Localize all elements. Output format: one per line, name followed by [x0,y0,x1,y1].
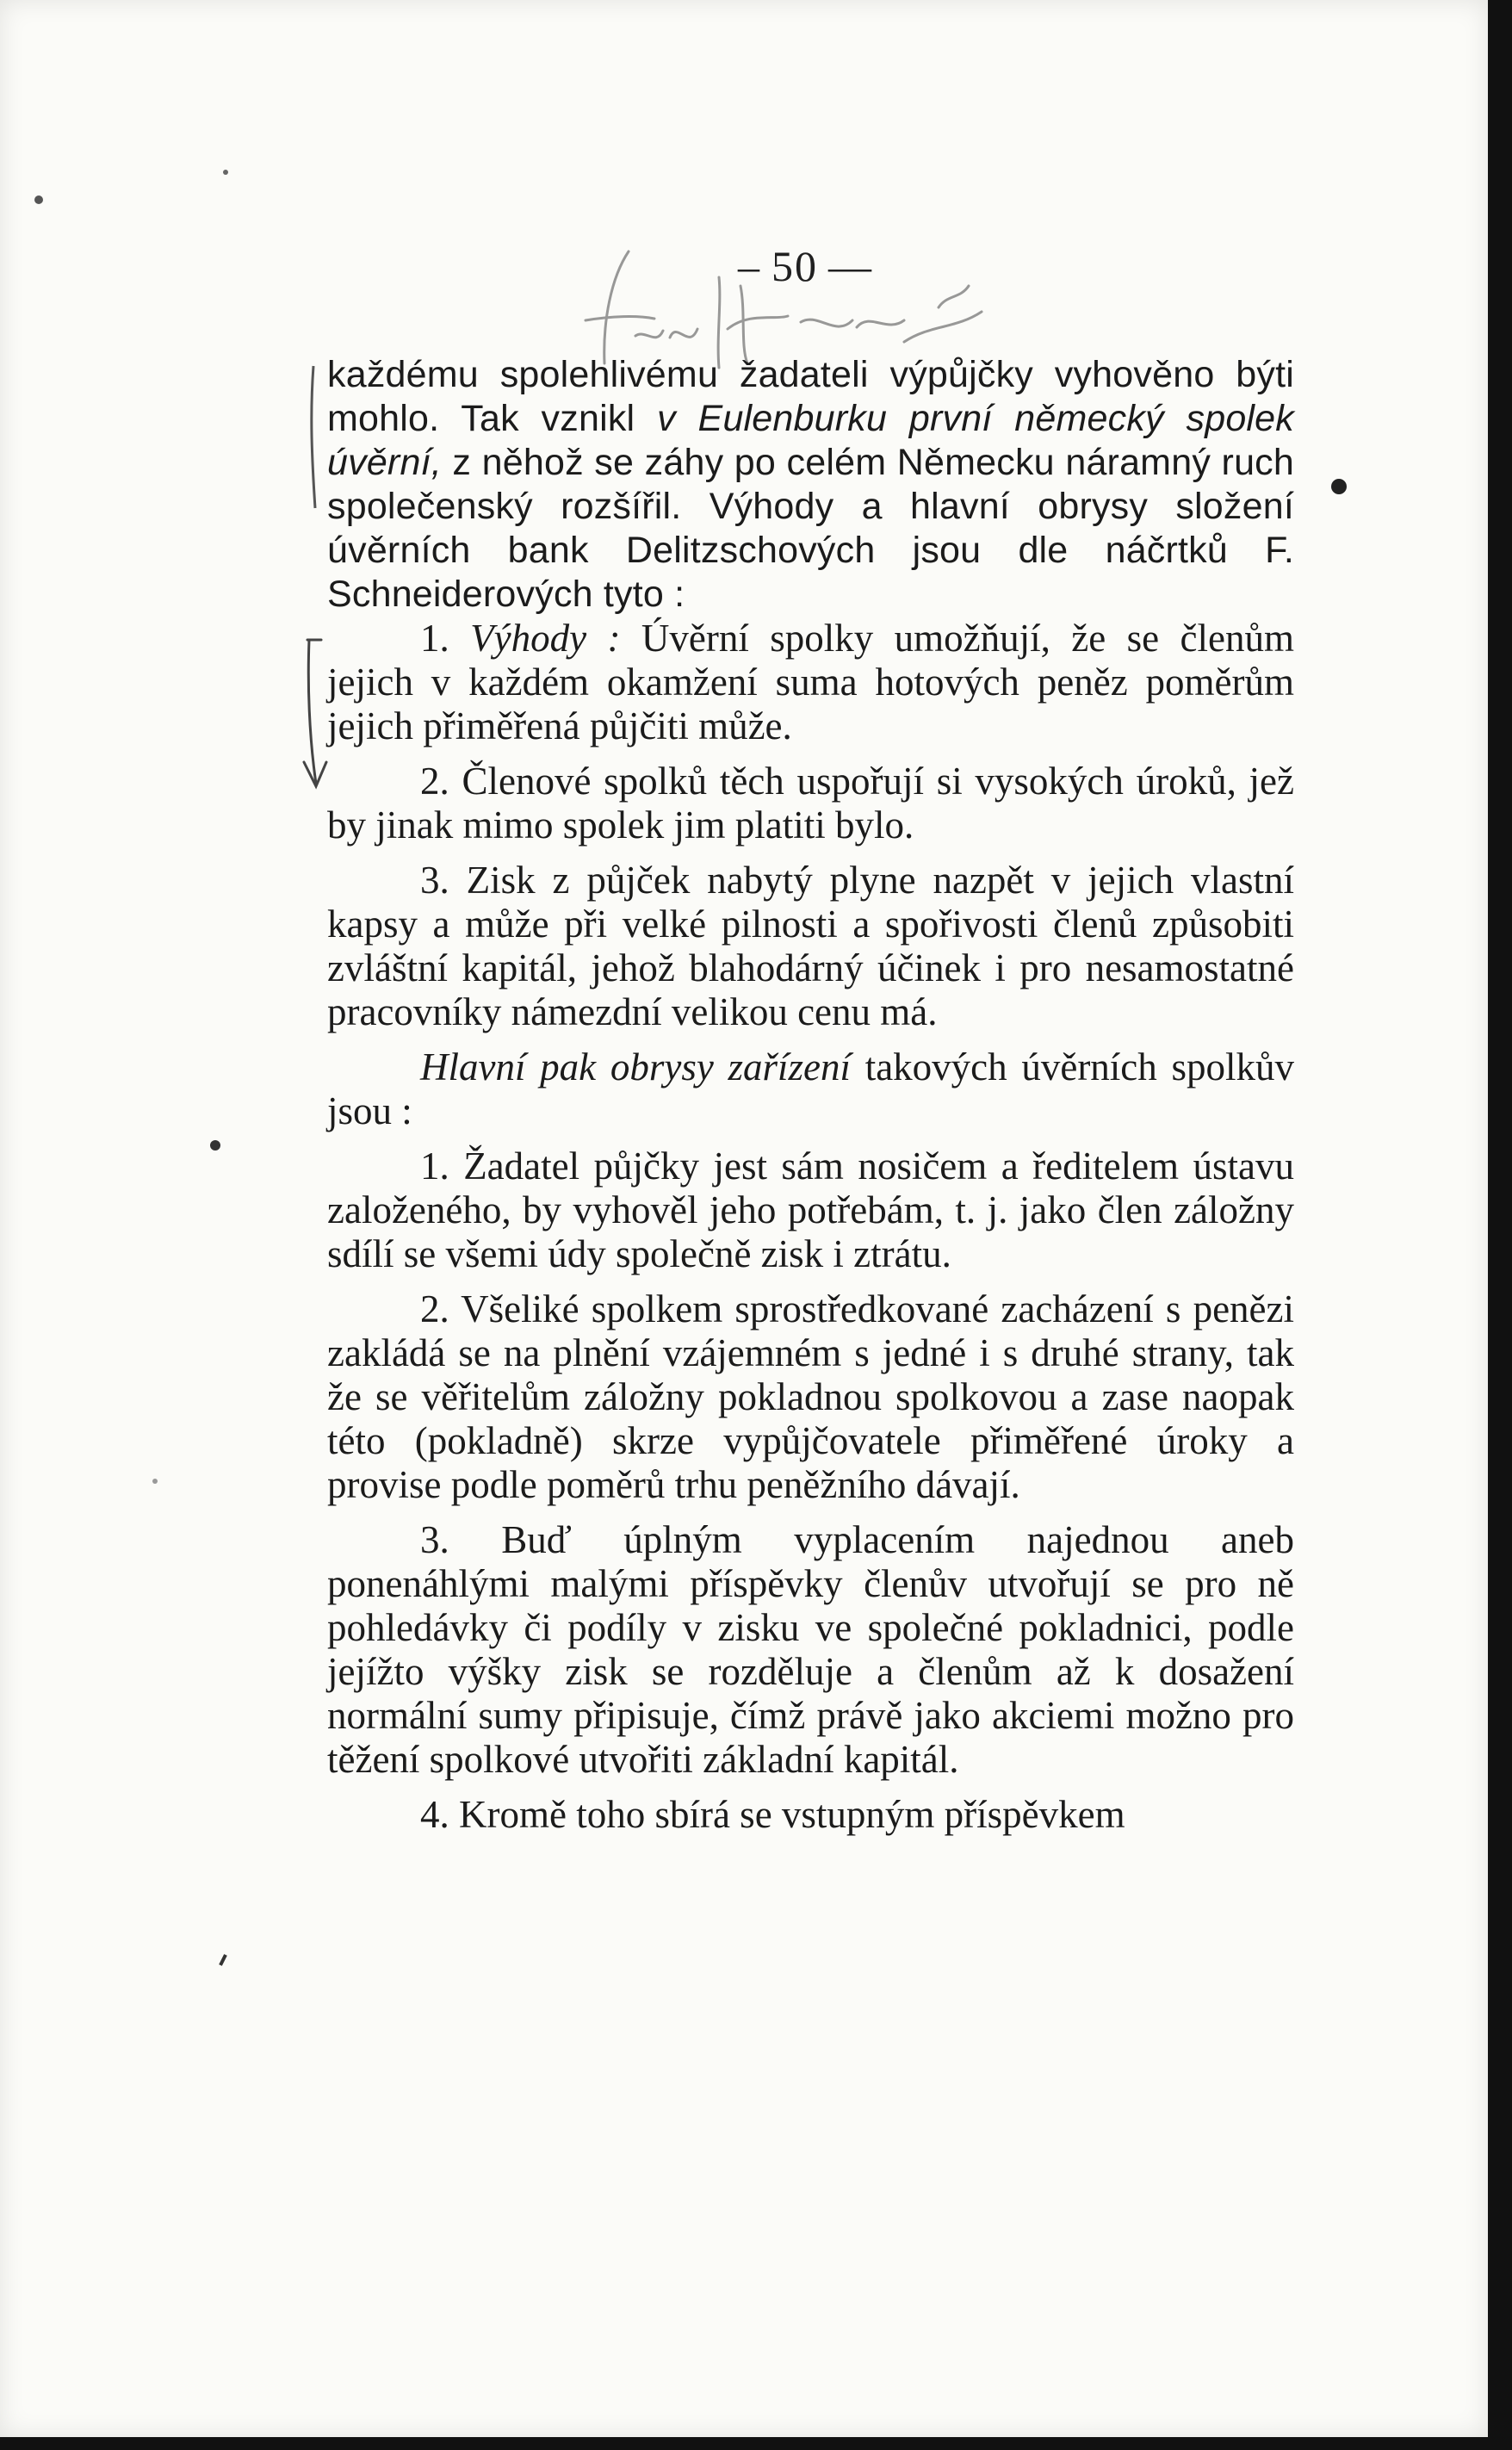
text-segment: z něhož se záhy po celém Německu náramný ruch společenský rozšířil. Výhody a hlavní obrysy složení úvěrních bank Delitzschových jsou dle náčrtků F. Schneiderových tyto : [327,442,1294,615]
text-segment: takových úvěrních spolkův jsou : [327,1045,1294,1132]
paragraph-outline-4 [327,1793,1294,1837]
text-segment-italic: Výhody : [470,617,621,660]
paragraph-outline-1 [327,1144,1294,1276]
paragraph-outline-2 [327,1287,1294,1507]
paragraph-outline-heading [327,1045,1294,1133]
text-segment-italic: v Eulenburku první německý spolek úvěrní, [327,398,1294,483]
scan-border-bottom [0,2437,1512,2450]
text-segment: 4. Kromě toho sbírá se vstupným příspěvkem [420,1793,1125,1836]
text-segment: 1. Žadatel půjčky jest sám nosičem a ředitelem ústavu založeného, by vyhověl jeho potřebám, t. j. jako člen záložny sdílí se všemi údy společně zisk i ztrátu. [327,1144,1294,1275]
paragraph-continued [327,353,1294,617]
text-segment-italic: Hlavní pak obrysy zařízení [420,1045,852,1089]
speck [1331,479,1347,494]
speck [223,170,228,175]
handwritten-annotation-drawing [568,226,1016,372]
body-text [327,353,1294,1837]
speck [210,1140,220,1151]
text-segment: 3. Zisk z půjček nabytý plyne nazpět v jejich vlastní kapsy a může při velké pilnosti a spořivosti členů způsobiti zvláštní kapitál, jehož blahodárný účinek i pro nesamostatné pracovníky námezdní velikou cenu má. [327,859,1294,1033]
text-segment: 2. Členové spolků těch uspořují si vysokých úroků, jež by jinak mimo spolek jim platiti bylo. [327,760,1294,847]
text-segment: 3. Buď úplným vyplacením najednou aneb ponenáhlými malými příspěvky členův utvořují se pro ně pohledávky či podíly v zisku ve společné pokladnici, podle jejížto výšky zisk se rozděluje a členům až k dosažení normální sumy připisuje, čímž právě jako akciemi možno pro těžení spolkové utvořiti základní kapitál. [327,1518,1294,1781]
speck [220,1955,226,1965]
paragraph-outline-3 [327,1518,1294,1782]
page-number-value: 50 [771,242,818,290]
text-segment: 1. [420,617,471,660]
speck [152,1479,158,1484]
speck [34,195,43,204]
paragraph-advantages-3 [327,859,1294,1034]
margin-pencil-bracket [301,362,319,517]
text-segment: každému spolehlivému žadateli výpůjčky vyhověno býti mohlo. Tak vznikl [327,354,1294,439]
text-segment: 2. Všeliké spolkem sprostředkované zacházení s penězi zakládá se na plnění vzájemném s jedné i s druhé strany, tak že se věřitelům záložny pokladnou spolkovou a zase naopak této (pokladně) skrze vypůjčovatele přiměřené úroky a provise podle poměrů trhu peněžního dávají. [327,1287,1294,1506]
page-number-dash-left: – [738,242,761,290]
paragraph-advantages-2 [327,760,1294,847]
text-segment: Úvěrní spolky umožňují, že se členům jejich v každém okamžení suma hotových peněz poměrům jejich přiměřená půjčiti může. [327,617,1294,747]
page-number-dash-right: — [828,242,873,290]
paragraph-advantages-1 [327,617,1294,748]
scan-border-right [1488,0,1512,2450]
